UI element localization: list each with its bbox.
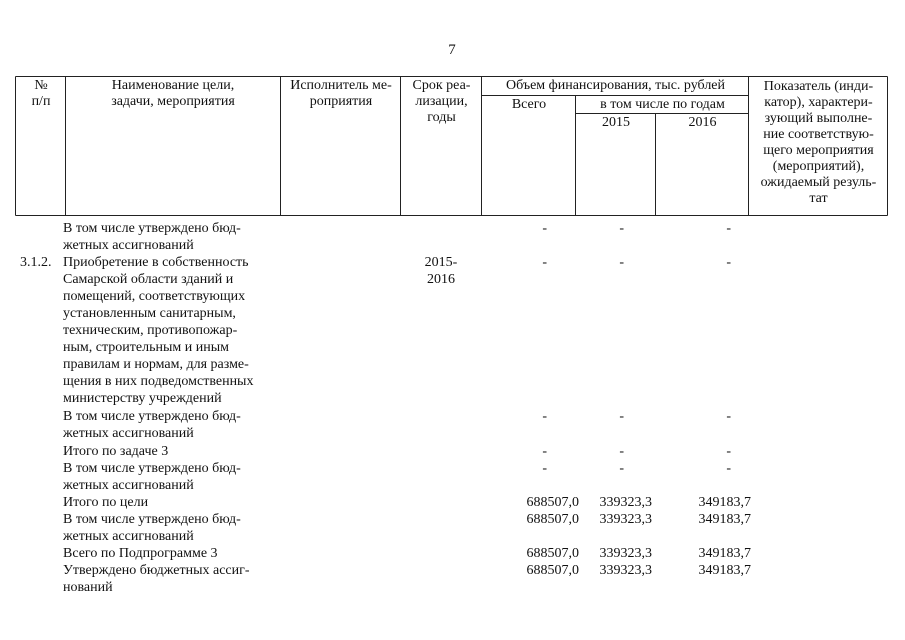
row-2015: 339323,3 [599,563,652,578]
row-2016: 349183,7 [698,512,751,527]
row-total: 688507,0 [526,563,579,578]
row-2015: - [619,461,624,476]
row-2015: 339323,3 [599,495,652,510]
row-2016: - [726,461,731,476]
row-2015: - [619,221,624,236]
row-period: 2015- 2016 [424,255,458,287]
row-total: 688507,0 [526,495,579,510]
row-total: - [542,444,547,459]
row-total: - [542,255,547,270]
row-2016: 349183,7 [698,563,751,578]
header-year-2015: 2015 [602,115,630,130]
header-total: Всего [511,97,547,112]
row-total: - [542,461,547,476]
row-2015: 339323,3 [599,546,652,561]
row-name: В том числе утверждено бюд- жетных ассигнований [63,221,241,253]
row-2016: 349183,7 [698,546,751,561]
header-executor: Исполнитель ме- роприятия [290,78,392,109]
header-year-2016: 2016 [688,115,717,130]
row-name: В том числе утверждено бюд- жетных ассигнований [63,512,241,544]
row-2015: 339323,3 [599,512,652,527]
row-2016: - [726,444,731,459]
page-number: 7 [448,42,456,58]
header-funding: Объем финансирования, тыс. рублей [505,78,726,93]
row-total: 688507,0 [526,546,579,561]
row-2016: - [726,255,731,270]
header-indicator: Показатель (инди- катор), характери- зующий выполне- ние соответствую- щего мероприятия (мероприятий), ожидаемый резуль- тат [760,79,877,206]
row-name: В том числе утверждено бюд- жетных ассигнований [63,409,241,441]
row-2015: - [619,444,624,459]
row-total: - [542,221,547,236]
row-2015: - [619,409,624,424]
row-total: 688507,0 [526,512,579,527]
row-name: Всего по Подпрограмме 3 [63,546,218,561]
row-2016: - [726,221,731,236]
header-num: № п/п [31,78,51,109]
row-number: 3.1.2. [20,255,52,270]
row-2016: 349183,7 [698,495,751,510]
table-header [15,76,888,216]
row-2015: - [619,255,624,270]
row-total: - [542,409,547,424]
row-name: В том числе утверждено бюд- жетных ассигнований [63,461,241,493]
header-period: Срок реа- лизации, годы [412,78,471,125]
row-name: Приобретение в собственность Самарской области зданий и помещений, соответствующих установленным санитарным, техническим, противопожар- ным, строительным и иным правилам и нормам, для разме- щения в них подведомственных министерству учреждений [63,255,254,406]
header-name: Наименование цели, задачи, мероприятия [111,78,235,109]
row-2016: - [726,409,731,424]
header-by-years: в том числе по годам [600,97,725,112]
row-name: Итого по задаче 3 [63,444,169,459]
row-name: Итого по цели [63,495,149,510]
row-name: Утверждено бюджетных ассиг- нований [63,563,250,595]
